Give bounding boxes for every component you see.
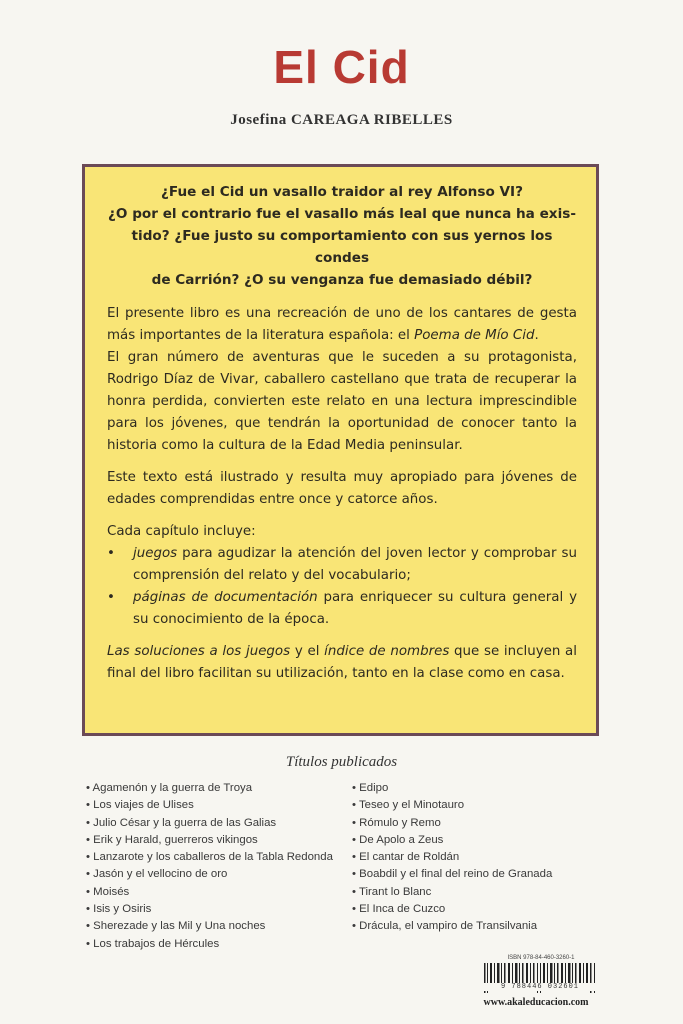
- bullet-marker: •: [107, 546, 115, 561]
- bullet-rest: para enriquecer su cultura general y su conocimiento de la época.: [133, 590, 577, 627]
- list-item: • Boabdil y el final del reino de Granada: [352, 868, 553, 881]
- list-item: • Isis y Osiris: [86, 903, 152, 916]
- list-item: • Lanzarote y los caballeros de la Tabla Redonda: [86, 851, 333, 864]
- question-line: de Carrión? ¿O su venganza fue demasiado débil?: [151, 272, 533, 288]
- titles-list-right: [352, 780, 552, 936]
- list-item: • Los viajes de Ulises: [86, 799, 194, 812]
- list-item: • Julio César y la guerra de las Galias: [86, 816, 277, 829]
- list-item: • Jasón y el vellocino de oro: [86, 868, 228, 881]
- author-name: Josefina CAREAGA RIBELLES: [230, 112, 453, 128]
- list-item: • Sherezade y las Mil y Una noches: [86, 920, 266, 933]
- list-item: • Los trabajos de Hércules: [86, 937, 220, 950]
- bullet-emphasis: juegos: [133, 546, 178, 561]
- list-item: • Teseo y el Minotauro: [352, 799, 465, 812]
- bullet-text: [133, 587, 577, 631]
- list-item: • El cantar de Roldán: [352, 851, 460, 864]
- bullet-text: [133, 543, 577, 587]
- includes-label: Cada capítulo incluye:: [107, 524, 256, 539]
- isbn-label: ISBN 978-84-460-3260-1: [507, 955, 575, 961]
- intro-end: .: [534, 328, 539, 343]
- list-item: • Erik y Harald, guerreros vikingos: [86, 833, 258, 846]
- titles-list-left: [86, 780, 333, 953]
- list-item: • Agamenón y la guerra de Troya: [86, 782, 253, 794]
- closing-paragraph: [107, 641, 577, 685]
- closing-c: y el: [290, 644, 325, 659]
- story-paragraph: El gran número de aventuras que le suceden a su protagonista, Rodrigo Díaz de Vivar, caballero castellano que trata de recuperar la honra perdida, convierten este relato en una lectura imprescindible para los jóvenes, que tendrán la oportunidad de conocer tanto la historia como la cultura de la Edad Media peninsular.: [107, 350, 577, 453]
- question-line: ¿Fue el Cid un vasallo traidor al rey Alfonso VI?: [161, 184, 523, 200]
- bullet-item: [107, 587, 577, 631]
- book-title: El Cid: [273, 41, 410, 93]
- bullet-marker: •: [107, 590, 115, 605]
- closing-a: Las: [107, 644, 135, 659]
- list-item: • Edipo: [352, 782, 389, 794]
- closing-e: que se incluyen al final del libro facilitan su utilización, tanto en la clase como en casa.: [107, 644, 577, 681]
- audience-paragraph: Este texto está ilustrado y resulta muy apropiado para jóvenes de edades comprendidas entre once y catorce años.: [107, 470, 577, 507]
- work-title: Poema de Mío Cid: [414, 328, 535, 343]
- closing-d: índice de nombres: [324, 644, 450, 659]
- intro-lead: El presente libro es una recreación de uno de los cantares de gesta más importantes de la literatura española: el: [107, 306, 577, 343]
- closing-b: soluciones a los juegos: [134, 644, 291, 659]
- question-line: ¿O por el contrario fue el vasallo más leal que nunca ha exis-: [108, 206, 576, 222]
- synopsis-box: [82, 164, 599, 736]
- titles-heading: Títulos publicados: [285, 754, 398, 770]
- bullet-item: [107, 543, 577, 587]
- list-item: • El Inca de Cuzco: [352, 903, 446, 916]
- publisher-website: www.akaleducacion.com: [483, 997, 589, 1008]
- bullet-emphasis: páginas de documentación: [133, 590, 318, 605]
- intro-paragraph: [107, 303, 577, 347]
- opening-questions: [107, 181, 577, 291]
- barcode-digits: 9 788446 032601: [478, 983, 602, 991]
- barcode-icon: [482, 963, 600, 999]
- list-item: • Moisés: [86, 885, 130, 898]
- list-item: • Drácula, el vampiro de Transilvania: [352, 920, 538, 933]
- bullet-rest: para agudizar la atención del joven lector y comprobar su comprensión del relato y del vocabulario;: [133, 546, 577, 583]
- question-line: tido? ¿Fue justo su comportamiento con sus yernos los condes: [131, 228, 553, 266]
- list-item: • Tirant lo Blanc: [352, 885, 432, 898]
- list-item: • Rómulo y Remo: [352, 816, 441, 829]
- list-item: • De Apolo a Zeus: [352, 833, 444, 846]
